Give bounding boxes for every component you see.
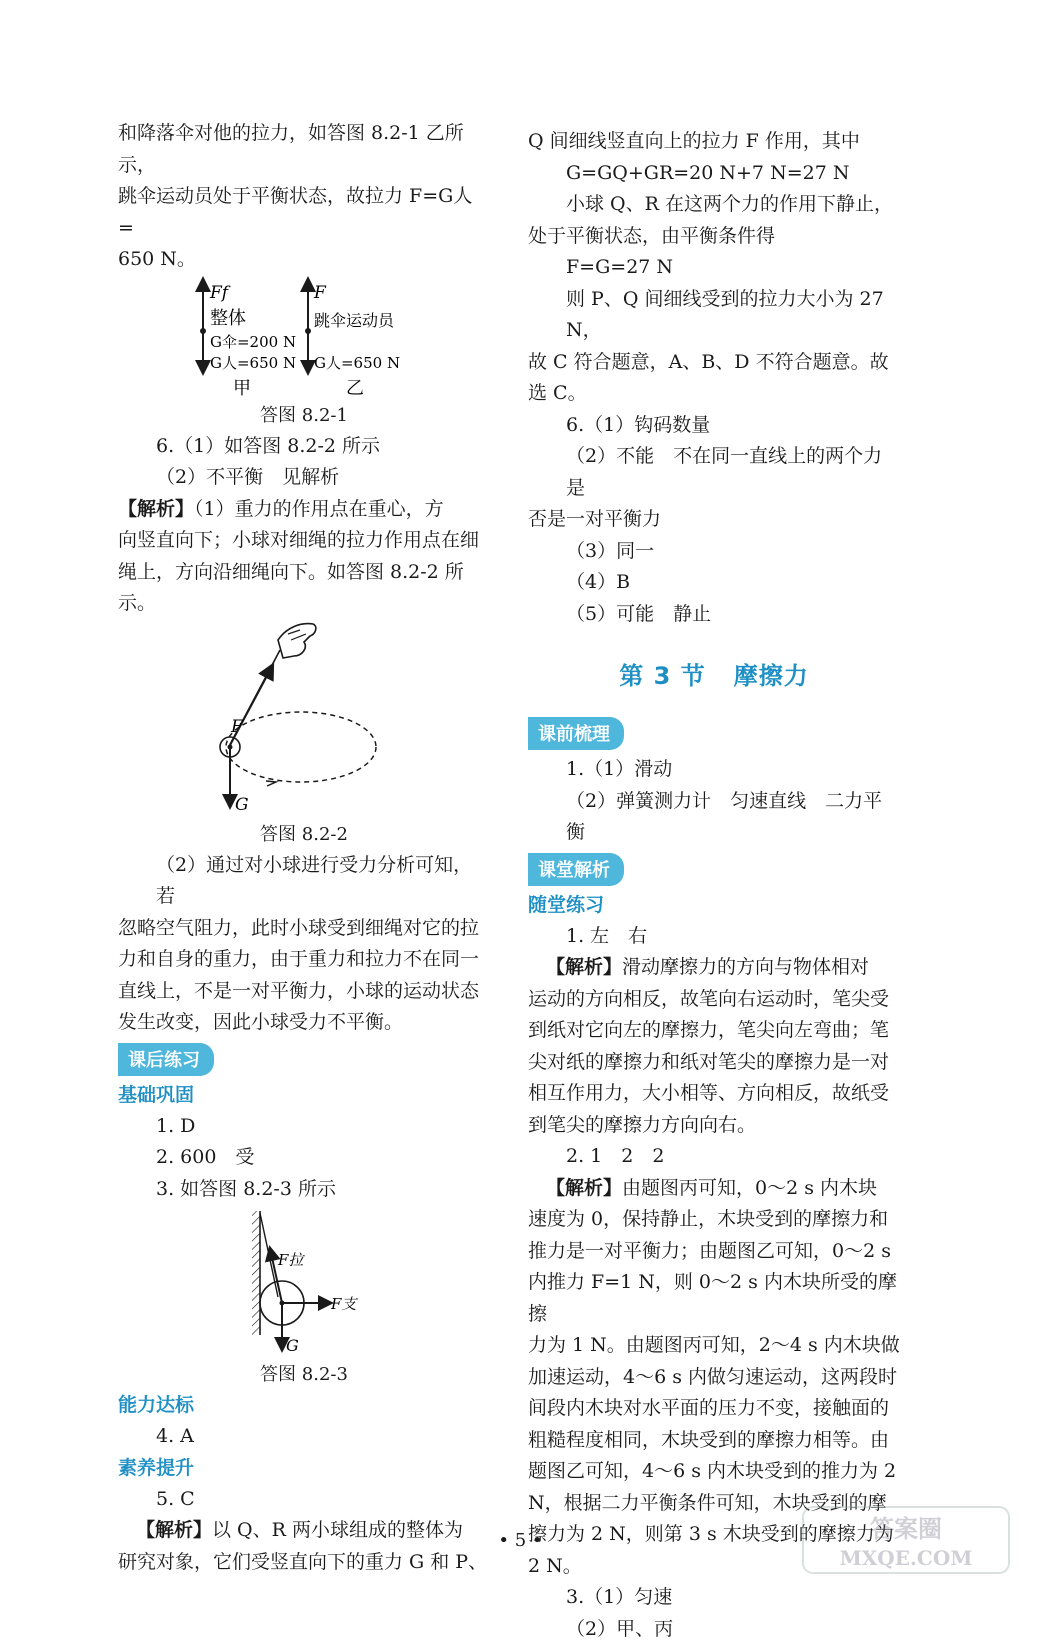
answer-line: （5）可能 静止 bbox=[528, 599, 900, 631]
text-line: 则 P、Q 间细线受到的拉力大小为 27 N， bbox=[528, 284, 900, 347]
answer-line: 1. D bbox=[118, 1111, 490, 1143]
right-column bbox=[528, 126, 900, 1645]
answer-line: 3. 如答图 8.2-3 所示 bbox=[118, 1174, 490, 1206]
label-gren: G人=650 N bbox=[210, 354, 296, 372]
caption-8-2-2: 答图 8.2-2 bbox=[118, 820, 490, 850]
answer-line: 5. C bbox=[118, 1484, 490, 1516]
section-title bbox=[528, 656, 900, 691]
text-line: 忽略空气阻力，此时小球受到细绳对它的拉 bbox=[118, 913, 490, 945]
figure-8-2-1 bbox=[118, 276, 490, 396]
subheading-practice: 随堂练习 bbox=[528, 890, 900, 921]
page-number: • 5 • bbox=[0, 1530, 1041, 1551]
equation-line: G=GQ+GR=20 N+7 N=27 N bbox=[528, 158, 900, 190]
label-jia: 甲 bbox=[233, 378, 251, 396]
label-jumper: 跳伞运动员 bbox=[314, 311, 395, 330]
analysis-text: 由题图丙可知，0～2 s 内木块 bbox=[622, 1177, 877, 1199]
text-line: 加速运动，4～6 s 内做匀速运动，这两段时 bbox=[528, 1362, 900, 1394]
text-line: 间段内木块对水平面的压力不变，接触面的 bbox=[528, 1393, 900, 1425]
answer-line: （2）弹簧测力计 匀速直线 二力平衡 bbox=[528, 786, 900, 849]
analysis-label: 【解析】 bbox=[118, 498, 194, 520]
text-line: 擦力为 2 N，则第 3 s 木块受到的摩擦力为 2 N。 bbox=[528, 1519, 900, 1582]
text-line: 向竖直向下；小球对细绳的拉力作用点在细 bbox=[118, 525, 490, 557]
text-line: 力为 1 N。由题图丙可知，2～4 s 内木块做 bbox=[528, 1330, 900, 1362]
watermark-logo bbox=[801, 1505, 1011, 1575]
label-ff: Ff bbox=[209, 283, 231, 303]
label-gren2: G人=650 N bbox=[314, 354, 400, 372]
text-line: 发生改变，因此小球受力不平衡。 bbox=[118, 1007, 490, 1039]
answer-line: 2. 1 2 2 bbox=[528, 1141, 900, 1173]
answer-line: 3.（1）匀速 bbox=[528, 1582, 900, 1614]
answer-line: （3）同一 bbox=[528, 536, 900, 568]
text-line: 处于平衡状态，由平衡条件得 bbox=[528, 221, 900, 253]
equation-line: F=G=27 N bbox=[528, 252, 900, 284]
text-line: 到笔尖的摩擦力方向向右。 bbox=[528, 1110, 900, 1142]
text-line: 6.（1）如答图 8.2-2 所示 bbox=[118, 431, 490, 463]
text-line: 推力是一对平衡力；由题图乙可知，0～2 s bbox=[528, 1236, 900, 1268]
text-line: 研究对象，它们受竖直向下的重力 G 和 P、 bbox=[118, 1547, 490, 1579]
text-line: （2）不平衡 见解析 bbox=[118, 462, 490, 494]
label-g: G bbox=[286, 1336, 299, 1355]
text-line: Q 间细线竖直向上的拉力 F 作用，其中 bbox=[528, 126, 900, 158]
section-tag-pre-class: 课前梳理 bbox=[528, 717, 624, 750]
answer-line: 否是一对平衡力 bbox=[528, 504, 900, 536]
label-f: F bbox=[313, 283, 327, 303]
label-f: F bbox=[230, 717, 244, 737]
left-column bbox=[118, 118, 490, 1578]
section-number: 第 3 节 bbox=[619, 662, 705, 690]
text-line: （2）通过对小球进行受力分析可知，若 bbox=[118, 850, 490, 913]
answer-line: 4. A bbox=[118, 1421, 490, 1453]
text-line: 粗糙程度相同，木块受到的摩擦力相等。由 bbox=[528, 1425, 900, 1457]
text-line: 力和自身的重力，由于重力和拉力不在同一 bbox=[118, 944, 490, 976]
svg-text:答案圈: 答案圈 bbox=[870, 1514, 942, 1543]
text-line: 题图乙可知，4～6 s 内木块受到的推力为 2 bbox=[528, 1456, 900, 1488]
analysis-line bbox=[528, 1173, 900, 1205]
answer-line: （4）B bbox=[528, 567, 900, 599]
figure-8-2-2 bbox=[118, 620, 490, 815]
svg-text:MXQE.COM: MXQE.COM bbox=[840, 1546, 973, 1570]
text-line: 故 C 符合题意，A、B、D 不符合题意。故选 C。 bbox=[528, 347, 900, 410]
text-line: 尖对纸的摩擦力和纸对笔尖的摩擦力是一对 bbox=[528, 1047, 900, 1079]
label-f-zhi: F支 bbox=[330, 1295, 358, 1313]
answer-line: 2. 600 受 bbox=[118, 1142, 490, 1174]
text-line: N，根据二力平衡条件可知，木块受到的摩 bbox=[528, 1488, 900, 1520]
caption-8-2-1: 答图 8.2-1 bbox=[118, 401, 490, 431]
subheading-ability: 能力达标 bbox=[118, 1390, 490, 1421]
analysis-text: 以 Q、R 两小球组成的整体为 bbox=[212, 1519, 463, 1541]
text-line: 直线上，不是一对平衡力，小球的运动状态 bbox=[118, 976, 490, 1008]
text-line: 跳伞运动员处于平衡状态，故拉力 F=G人 = bbox=[118, 181, 490, 244]
analysis-text: 滑动摩擦力的方向与物体相对 bbox=[622, 956, 869, 978]
label-g: G bbox=[235, 795, 249, 815]
label-whole: 整体 bbox=[210, 308, 246, 329]
analysis-text: （1）重力的作用点在重心，方 bbox=[194, 498, 444, 520]
text-line: 绳上，方向沿细绳向下。如答图 8.2-2 所示。 bbox=[118, 557, 490, 620]
text-line: 内推力 F=1 N，则 0～2 s 内木块所受的摩擦 bbox=[528, 1267, 900, 1330]
figure-8-2-3 bbox=[118, 1205, 490, 1355]
label-gsan: G伞=200 N bbox=[210, 333, 296, 351]
caption-8-2-3: 答图 8.2-3 bbox=[118, 1360, 490, 1390]
text-line: 小球 Q、R 在这两个力的作用下静止， bbox=[528, 189, 900, 221]
text-line: 到纸对它向左的摩擦力，笔尖向左弯曲；笔 bbox=[528, 1015, 900, 1047]
analysis-line bbox=[118, 494, 490, 526]
analysis-label: 【解析】 bbox=[136, 1519, 212, 1541]
analysis-label: 【解析】 bbox=[546, 956, 622, 978]
analysis-line bbox=[528, 952, 900, 984]
section-tag-in-class: 课堂解析 bbox=[528, 853, 624, 886]
text-line: 650 N。 bbox=[118, 244, 490, 276]
section-name: 摩擦力 bbox=[734, 662, 809, 690]
subheading-literacy: 素养提升 bbox=[118, 1453, 490, 1484]
text-line: 和降落伞对他的拉力，如答图 8.2-1 乙所示， bbox=[118, 118, 490, 181]
label-yi: 乙 bbox=[346, 378, 364, 396]
analysis-label: 【解析】 bbox=[546, 1177, 622, 1199]
answer-line: 1.（1）滑动 bbox=[528, 754, 900, 786]
answer-line: （2）不能 不在同一直线上的两个力是 bbox=[528, 441, 900, 504]
text-line: 相互作用力，大小相等、方向相反，故纸受 bbox=[528, 1078, 900, 1110]
section-tag-after-class: 课后练习 bbox=[118, 1043, 214, 1076]
label-f-la: F拉 bbox=[277, 1251, 305, 1269]
answer-line: 1. 左 右 bbox=[528, 921, 900, 953]
text-line: 速度为 0，保持静止，木块受到的摩擦力和 bbox=[528, 1204, 900, 1236]
answer-line: 6.（1）钩码数量 bbox=[528, 410, 900, 442]
text-line: 运动的方向相反，故笔向右运动时，笔尖受 bbox=[528, 984, 900, 1016]
subheading-basic: 基础巩固 bbox=[118, 1080, 490, 1111]
answer-line: （2）甲、丙 bbox=[528, 1614, 900, 1645]
